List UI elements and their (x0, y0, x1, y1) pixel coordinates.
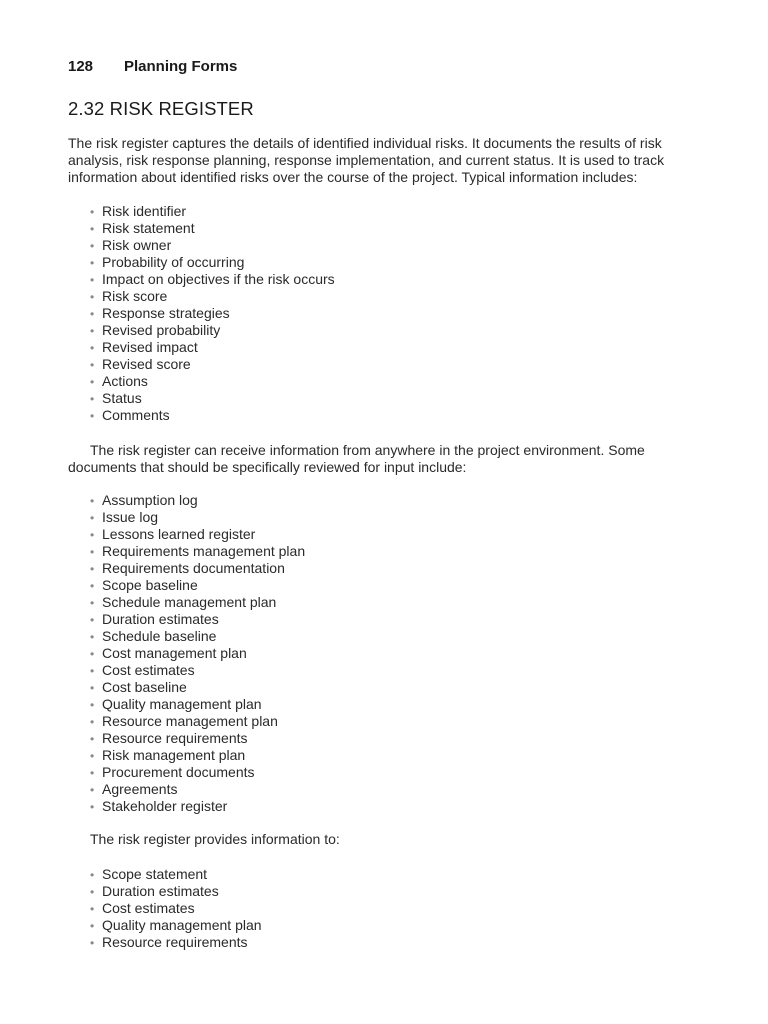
outputs-paragraph: The risk register provides information to: (90, 831, 340, 847)
bullet-icon: • (90, 494, 95, 508)
list-item (90, 679, 690, 696)
bullet-icon: • (90, 392, 95, 406)
list-item (90, 322, 690, 339)
bullet-icon: • (90, 766, 95, 780)
list-item-label: Requirements management plan (102, 543, 306, 559)
bullet-icon: • (90, 749, 95, 763)
list-item (90, 339, 690, 356)
list-item-label: Duration estimates (102, 611, 219, 627)
list-item-label: Comments (102, 407, 170, 423)
list-item (90, 305, 690, 322)
list-item-label: Revised score (102, 356, 191, 372)
list-item (90, 730, 690, 747)
list-item (90, 492, 690, 509)
bullet-icon: • (90, 936, 95, 950)
list-item (90, 594, 690, 611)
bullet-icon: • (90, 783, 95, 797)
bullet-icon: • (90, 613, 95, 627)
list-item-label: Response strategies (102, 305, 230, 321)
list-item-label: Stakeholder register (102, 798, 228, 814)
bullet-icon: • (90, 205, 95, 219)
input-documents-list (90, 492, 690, 815)
bullet-icon: • (90, 732, 95, 746)
list-item-label: Procurement documents (102, 764, 255, 780)
list-item-label: Requirements documentation (102, 560, 285, 576)
list-item-label: Quality management plan (102, 917, 262, 933)
list-item-label: Assumption log (102, 492, 198, 508)
list-item (90, 764, 690, 781)
bullet-icon: • (90, 290, 95, 304)
bullet-icon: • (90, 647, 95, 661)
list-item-label: Duration estimates (102, 883, 219, 899)
list-item (90, 203, 690, 220)
bullet-icon: • (90, 885, 95, 899)
list-item (90, 543, 690, 560)
list-item (90, 883, 690, 900)
list-item-label: Quality management plan (102, 696, 262, 712)
list-item (90, 917, 690, 934)
list-item-label: Resource management plan (102, 713, 278, 729)
bullet-icon: • (90, 511, 95, 525)
list-item-label: Risk identifier (102, 203, 187, 219)
bullet-icon: • (90, 222, 95, 236)
bullet-icon: • (90, 919, 95, 933)
list-item (90, 662, 690, 679)
intro-paragraph: The risk register captures the details of identified individual risks. It documents the results of risk analysis, risk response planning, response implementation, and current status. It is used to track information about identified risks over the course of the project. Typical information includes: (68, 135, 665, 185)
list-item (90, 560, 690, 577)
list-item-label: Cost estimates (102, 662, 195, 678)
bullet-icon: • (90, 324, 95, 338)
bullet-icon: • (90, 800, 95, 814)
bullet-icon: • (90, 409, 95, 423)
list-item (90, 934, 690, 951)
list-item (90, 696, 690, 713)
list-item-label: Scope baseline (102, 577, 198, 593)
list-item-label: Actions (102, 373, 148, 389)
list-item (90, 237, 690, 254)
bullet-icon: • (90, 715, 95, 729)
list-item-label: Resource requirements (102, 934, 248, 950)
bullet-icon: • (90, 562, 95, 576)
list-item-label: Lessons learned register (102, 526, 256, 542)
list-item (90, 526, 690, 543)
page-number: 128 (68, 58, 94, 75)
list-item (90, 509, 690, 526)
list-item (90, 407, 690, 424)
list-item (90, 798, 690, 815)
list-item-label: Risk statement (102, 220, 195, 236)
list-item-label: Issue log (102, 509, 159, 525)
list-item-label: Agreements (102, 781, 178, 797)
list-item (90, 271, 690, 288)
bullet-icon: • (90, 868, 95, 882)
list-item (90, 356, 690, 373)
list-item-label: Cost management plan (102, 645, 247, 661)
list-item-label: Cost estimates (102, 900, 195, 916)
list-item-label: Impact on objectives if the risk occurs (102, 271, 335, 287)
list-item (90, 713, 690, 730)
list-item-label: Risk score (102, 288, 168, 304)
bullet-icon: • (90, 256, 95, 270)
list-item-label: Revised probability (102, 322, 221, 338)
typical-information-list (90, 203, 690, 424)
running-header (68, 58, 237, 75)
bullet-icon: • (90, 664, 95, 678)
bullet-icon: • (90, 681, 95, 695)
bullet-icon: • (90, 341, 95, 355)
list-item (90, 747, 690, 764)
bullet-icon: • (90, 579, 95, 593)
list-item (90, 866, 690, 883)
list-item (90, 611, 690, 628)
list-item-label: Schedule management plan (102, 594, 277, 610)
inputs-paragraph-text: The risk register can receive information from anywhere in the project environment. Some documents that should be specifically reviewed for input include: (68, 442, 645, 475)
bullet-icon: • (90, 273, 95, 287)
list-item (90, 645, 690, 662)
list-item-label: Risk owner (102, 237, 172, 253)
section-title: 2.32 RISK REGISTER (68, 98, 254, 119)
bullet-icon: • (90, 630, 95, 644)
list-item-label: Revised impact (102, 339, 198, 355)
bullet-icon: • (90, 545, 95, 559)
bullet-icon: • (90, 902, 95, 916)
list-item-label: Probability of occurring (102, 254, 245, 270)
running-title: Planning Forms (124, 58, 238, 75)
bullet-icon: • (90, 698, 95, 712)
list-item (90, 288, 690, 305)
list-item (90, 900, 690, 917)
list-item-label: Cost baseline (102, 679, 187, 695)
list-item-label: Resource requirements (102, 730, 248, 746)
list-item (90, 390, 690, 407)
list-item (90, 254, 690, 271)
list-item-label: Risk management plan (102, 747, 246, 763)
bullet-icon: • (90, 375, 95, 389)
bullet-icon: • (90, 307, 95, 321)
list-item (90, 577, 690, 594)
bullet-icon: • (90, 358, 95, 372)
list-item-label: Status (102, 390, 142, 406)
list-item (90, 628, 690, 645)
output-documents-list (90, 866, 690, 951)
bullet-icon: • (90, 596, 95, 610)
list-item (90, 373, 690, 390)
list-item-label: Schedule baseline (102, 628, 217, 644)
list-item-label: Scope statement (102, 866, 208, 882)
bullet-icon: • (90, 528, 95, 542)
bullet-icon: • (90, 239, 95, 253)
list-item (90, 220, 690, 237)
list-item (90, 781, 690, 798)
inputs-paragraph (68, 442, 704, 476)
